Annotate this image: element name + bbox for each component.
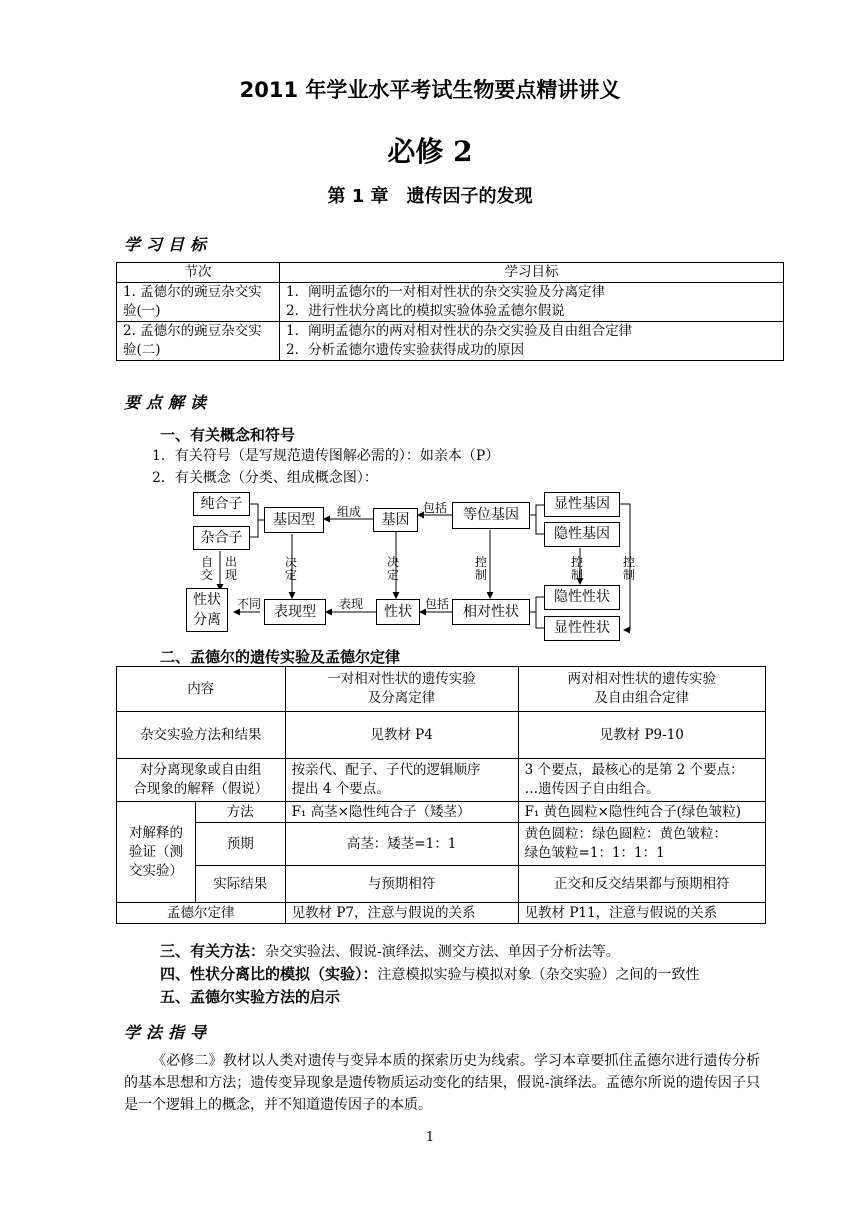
row-label: 杂交实验方法和结果 [117,712,286,759]
label-control-2: 控制 [570,555,583,582]
chapter-title: 第 1 章 遗传因子的发现 [327,186,533,207]
section-2-title: 二、孟德尔的遗传实验及孟德尔定律 [160,648,401,666]
goals-section-1: 1. 孟德尔的豌豆杂交实验(一) [117,283,280,322]
node-genotype: 基因型 [264,507,324,533]
cell: 黄色圆粒：绿色圆粒：黄色皱粒： 绿色皱粒=1：1：1：1 [518,823,765,866]
label-determine-2: 决定 [386,555,399,582]
section-5: 五、孟德尔实验方法的启示 [160,988,341,1006]
row-label: 预期 [196,823,286,866]
section-3: 三、有关方法：杂交实验法、假说-演绎法、测交方法、单因子分析法等。 [160,942,620,960]
table-row [117,759,766,802]
goals-heading: 学习目标 [124,235,213,254]
label-appear: 出现 [224,555,237,582]
node-phenotype: 表现型 [264,599,326,625]
mendel-table [116,666,766,924]
cell: 与预期相符 [285,866,518,903]
row-label: 对分离现象或自由组 合现象的解释（假说） [117,759,286,802]
section-4: 四、性状分离比的模拟（实验）：注意模拟实验与模拟对象（杂交实验）之间的一致性 [160,965,700,983]
table-row [117,866,766,903]
list-item: 2．进行性状分离比的模拟实验体验孟德尔假说 [286,303,565,319]
label-determine-1: 决定 [284,555,297,582]
list-item: 1．阐明孟德尔的一对相对性状的杂交实验及分离定律 [286,284,606,300]
label-express: 表现 [338,597,363,611]
label-include-bottom: 包括 [424,597,449,611]
row-label: 孟德尔定律 [117,903,286,924]
guide-heading: 学法指导 [124,1023,213,1042]
cell: 见教材 P9-10 [518,712,765,759]
row-label: 方法 [196,802,286,823]
page-number: 1 [425,1130,435,1145]
mendel-header-two: 两对相对性状的遗传实验 及自由组合定律 [518,667,765,712]
node-gene: 基因 [373,508,418,532]
node-relative-trait: 相对性状 [452,599,530,625]
label-differ: 不同 [236,597,261,611]
table-row [117,667,766,712]
goals-header-section: 节次 [117,263,280,283]
main-title: 2011 年学业水平考试生物要点精讲讲义 [239,78,621,102]
keypoints-heading: 要点解读 [124,393,213,412]
subtitle: 必修 2 [387,135,473,168]
label-compose: 组成 [336,505,361,519]
label-include-top: 包括 [422,501,447,515]
row-label: 实际结果 [196,866,286,903]
goals-section-2: 2. 孟德尔的豌豆杂交实验(二) [117,322,280,361]
label-control-1: 控制 [474,555,487,582]
node-heterozygote: 杂合子 [193,526,250,550]
cell: 3 个要点，最核心的是第 2 个要点： …遗传因子自由组合。 [518,759,765,802]
cell: 高茎：矮茎=1：1 [285,823,518,866]
mendel-header-content: 内容 [117,667,286,712]
guide-paragraph: 《必修二》教材以人类对遗传与变异本质的探索历史为线索。学习本章要抓住孟德尔进行遗传分析的基本思想和方法；遗传变异现象是遗传物质运动变化的结果，假说-演绎法。孟德尔所说的遗传因子只是一个逻辑上的概念，并不知道遗传因子的本质。 [124,1053,760,1113]
node-homozygote: 纯合子 [193,492,250,516]
node-segregation: 性状 分离 [186,588,228,632]
table-row [117,823,766,866]
label-control-3: 控制 [622,555,635,582]
node-dominant-trait: 显性性状 [544,616,620,641]
symbols-line: 1．有关符号（是写规范遗传图解必需的）：如亲本（P） [152,448,500,464]
cell: 见教材 P11，注意与假说的关系 [518,903,765,924]
section-1-title: 一、有关概念和符号 [160,426,296,444]
cell: 按亲代、配子、子代的逻辑顺序 提出 4 个要点。 [285,759,518,802]
node-recessive-trait: 隐性性状 [544,585,620,610]
row-label: 对解释的 验证（测 交实验） [117,802,196,903]
node-dominant-gene: 显性基因 [544,492,620,517]
concepts-line: 2．有关概念（分类、组成概念图）： [152,470,378,486]
node-recessive-gene: 隐性基因 [544,522,620,547]
list-item: 1．阐明孟德尔的两对相对性状的杂交实验及自由组合定律 [286,323,633,339]
node-trait: 性状 [376,599,420,625]
cell: 见教材 P7，注意与假说的关系 [285,903,518,924]
list-item: 2．分析孟德尔遗传实验获得成功的原因 [286,342,525,358]
cell: F₁ 黄色圆粒×隐性纯合子(绿色皱粒) [518,802,765,823]
table-row [117,802,766,823]
cell: 正交和反交结果都与预期相符 [518,866,765,903]
table-row [117,903,766,924]
goals-header-goal: 学习目标 [280,263,784,283]
table-row [117,712,766,759]
cell: F₁ 高茎×隐性纯合子（矮茎） [285,802,518,823]
node-allele: 等位基因 [452,502,530,529]
cell: 见教材 P4 [285,712,518,759]
label-selfcross: 自交 [200,555,213,582]
mendel-header-one: 一对相对性状的遗传实验 及分离定律 [285,667,518,712]
